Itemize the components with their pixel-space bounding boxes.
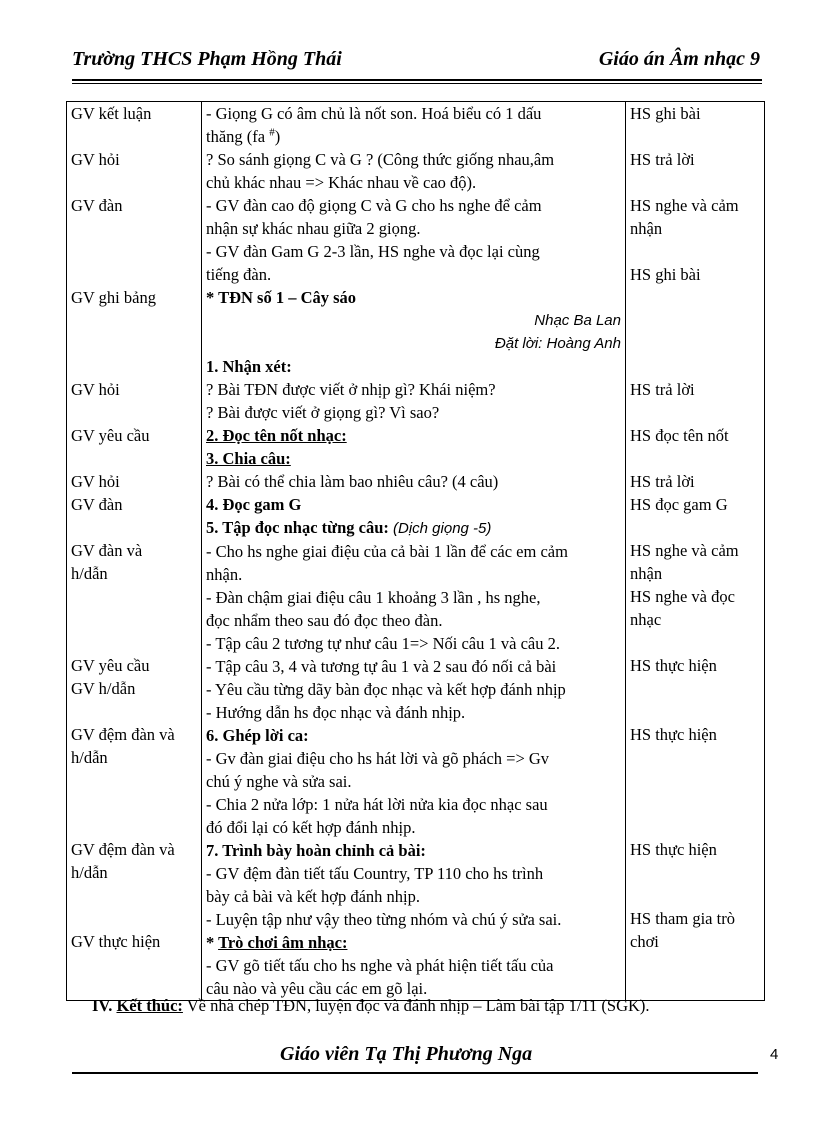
subject-title: Giáo án Âm nhạc 9 [598, 48, 760, 70]
lesson-table [66, 101, 765, 1001]
sharp-line: thăng (fa #) [206, 126, 281, 146]
table-row [67, 102, 765, 356]
student-cell: HS ghi bài HS trả lời HS nghe và cảm nhận HS ghi bài [626, 102, 765, 356]
footer-rule [72, 1072, 758, 1074]
header-rule [72, 79, 762, 81]
song-composer: Nhạc Ba Lan [534, 312, 621, 329]
teacher-cell: GV hỏi GV yêu cầu GV hỏi GV đàn GV đàn và h/dẫn GV yêu cầu GV h/dẫn GV đệm đàn và h/dẫn GV đệm đàn và h/dẫn GV thực hiện [67, 355, 202, 1001]
content-cell: 1. Nhận xét: ? Bài TĐN được viết ở nhịp gì? Khái niệm? ? Bài được viết ở giọng gì? Vì sao? 2. Đọc tên nốt nhạc: 3. Chia câu: ? Bài có thể chia làm bao nhiêu câu? (4 câu) 4. Đọc gam G 5. Tập đọc nhạc từng câu: (Dịch giọng -5) - Cho hs nghe giai điệu của cả bài 1 lần để các em cảm nhận. - Đàn chậm giai điệu câu 1 khoảng 3 lần , hs nghe, đọc nhẩm theo sau đó đọc theo đàn. - Tập câu 2 tương tự như câu 1=> Nối câu 1 và câu 2. - Tập câu 3, 4 và tương tự âu 1 và 2 sau đó nối cả bài - Yêu cầu từng dãy bàn đọc nhạc và kết hợp đánh nhịp - Hướng dẫn hs đọc nhạc và đánh nhịp. 6. Ghép lời ca: - Gv đàn giai điệu cho hs hát lời và gõ phách => Gv chú ý nghe và sửa sai. - Chia 2 nửa lớp: 1 nửa hát lời nửa kia đọc nhạc sau đó đổi lại có kết hợp đánh nhịp. 7. Trình bày hoàn chỉnh cả bài: - GV đệm đàn tiết tấu Country, TP 110 cho hs trình bày cả bài và kết hợp đánh nhịp. - Luyện tập như vậy theo từng nhóm và chú ý sửa sai. * Trò chơi âm nhạc: - GV gõ tiết tấu cho hs nghe và phát hiện tiết tấu của câu nào và yêu cầu các em gõ lại. [202, 355, 626, 1001]
student-cell: HS trả lời HS đọc tên nốt HS trả lời HS đọc gam G HS nghe và cảm nhận HS nghe và đọc nhạc HS thực hiện HS thực hiện HS thực hiện HS tham gia trò chơi [626, 355, 765, 1001]
school-name: Trường THCS Phạm Hồng Thái [72, 48, 342, 70]
page-header [72, 48, 760, 76]
song-lyricist: Đặt lời: Hoàng Anh [494, 335, 621, 352]
page-number: 4 [770, 1046, 779, 1063]
song-title: * TĐN số 1 – Cây sáo [206, 288, 357, 307]
header-rule-thin [72, 83, 762, 84]
teacher-cell: GV kết luận GV hỏi GV đàn GV ghi bảng [67, 102, 202, 356]
table-row [67, 355, 765, 1001]
content-cell: - Giọng G có âm chủ là nốt son. Hoá biểu có 1 dấu thăng (fa #) ? So sánh giọng C và G ? (Công thức giống nhau,âm chủ khác nhau => Khác nhau về cao độ). - GV đàn cao độ giọng C và G cho hs nghe để cảm nhận sự khác nhau giữa 2 giọng. - GV đàn Gam G 2-3 lần, HS nghe và đọc lại cùng tiếng đàn. * TĐN số 1 – Cây sáo Nhạc Ba Lan Đặt lời: Hoàng Anh [202, 102, 626, 356]
teacher-name: Giáo viên Tạ Thị Phương Nga [280, 1043, 533, 1065]
closing-title: Kết thúc: [116, 996, 183, 1015]
closing-section: IV. Kết thúc: Về nhà chép TĐN, luyện đọc và đánh nhịp – Làm bài tập 1/11 (SGK). [92, 996, 650, 1015]
closing-text: Về nhà chép TĐN, luyện đọc và đánh nhịp – Làm bài tập 1/11 (SGK). [186, 996, 650, 1015]
